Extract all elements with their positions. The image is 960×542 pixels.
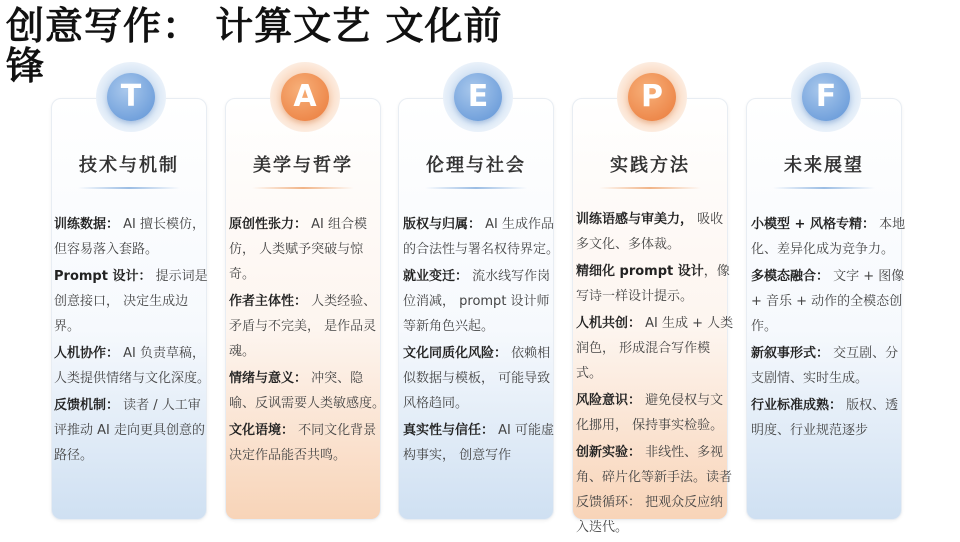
bullet-label: 多模态融合： [751, 269, 830, 284]
card-heading: 技术与机制 [79, 155, 179, 176]
bullet-label: 反馈机制： [54, 398, 120, 413]
bullet-label: 文化语境： [229, 423, 295, 438]
bullet-label: 文化同质化风险： [403, 346, 508, 361]
bullet-text: 不同文化背景决定作品能否共鸣。 [229, 423, 377, 463]
bullet-label: 原创性张力： [229, 217, 308, 232]
bullet-label: 作者主体性： [229, 294, 308, 309]
bullet-label: 情绪与意义： [229, 371, 308, 386]
badge-letter: T [107, 73, 155, 121]
letter-badge-p [617, 62, 687, 132]
bullet-text: AI 可能虚构事实， 创意写作 [403, 423, 555, 463]
bullet-text: 非线性、多视角、碎片化等新手法。读者反馈循环： 把观众反应纳入迭代。 [576, 445, 733, 535]
bullet-paragraph [54, 393, 212, 468]
letter-badge-a [270, 62, 340, 132]
bullet-paragraph [229, 366, 387, 416]
card-body-aesthetics [229, 212, 387, 470]
bullet-label: 风险意识： [576, 393, 642, 408]
divider [773, 187, 875, 189]
card-body-ethics [403, 212, 561, 470]
slide-title: 创意写作： 计算文艺 文化前锋 [6, 4, 503, 88]
badge-letter: F [802, 73, 850, 121]
card-heading: 实践方法 [610, 155, 690, 176]
bullet-label: Prompt 设计： [54, 269, 152, 284]
divider [252, 187, 354, 189]
card-heading: 伦理与社会 [426, 155, 526, 176]
card-heading: 美学与哲学 [253, 155, 353, 176]
bullet-label: 行业标准成熟： [751, 398, 843, 413]
bullet-label: 版权与归属： [403, 217, 482, 232]
bullet-text: AI 擅长模仿，但容易落入套路。 [54, 217, 206, 257]
bullet-label: 创新实验： [576, 445, 642, 460]
bullet-paragraph [751, 393, 909, 443]
bullet-text: 人类经验、矛盾与不完美， 是作品灵魂。 [229, 294, 377, 359]
bullet-text: AI 负责草稿，人类提供情绪与文化深度。 [54, 346, 211, 386]
divider [78, 187, 180, 189]
bullet-text: 避免侵权与文化挪用， 保持事实检验。 [576, 393, 724, 433]
bullet-paragraph [403, 212, 561, 262]
bullet-label: 就业变迁： [403, 269, 469, 284]
bullet-text: AI 生成作品的合法性与署名权待界定。 [403, 217, 560, 257]
bullet-text: 流水线写作岗位消减， prompt 设计师等新角色兴起。 [403, 269, 551, 334]
bullet-paragraph [576, 207, 734, 257]
bullet-text: 文字 + 图像 + 音乐 + 动作的全模态创作。 [751, 269, 905, 334]
bullet-paragraph [576, 388, 734, 438]
bullet-paragraph [403, 264, 561, 339]
bullet-text: ，像写诗一样设计提示。 [576, 264, 730, 304]
letter-badge-t [96, 62, 166, 132]
bullet-text: 读者 / 人工审评推动 AI 走向更具创意的路径。 [54, 398, 205, 463]
bullet-paragraph [403, 418, 561, 468]
card-body-future [751, 212, 909, 445]
bullet-text: 冲突、隐喻、反讽需要人类敏感度。 [229, 371, 386, 411]
bullet-label: 新叙事形式： [751, 346, 830, 361]
card-body-practice [576, 207, 734, 542]
bullet-label: 小模型 + 风格专精： [751, 217, 875, 232]
divider [599, 187, 701, 189]
bullet-label: 人机协作： [54, 346, 120, 361]
bullet-label: 人机共创： [576, 316, 642, 331]
bullet-label: 训练语感与审美力， [576, 212, 694, 227]
bullet-paragraph [751, 212, 909, 262]
bullet-paragraph [229, 289, 387, 364]
bullet-paragraph [751, 341, 909, 391]
letter-badge-e [443, 62, 513, 132]
bullet-paragraph [403, 341, 561, 416]
bullet-text: 本地化、差异化成为竞争力。 [751, 217, 906, 257]
bullet-text: AI 生成 + 人类润色， 形成混合写作模式。 [576, 316, 734, 381]
bullet-text: 吸收多文化、多体裁。 [576, 212, 724, 252]
badge-letter: A [281, 73, 329, 121]
badge-letter: E [454, 73, 502, 121]
bullet-paragraph [229, 418, 387, 468]
bullet-text: 版权、透明度、行业规范逐步 [751, 398, 899, 438]
bullet-paragraph [54, 264, 212, 339]
bullet-text: AI 组合模仿， 人类赋予突破与惊奇。 [229, 217, 368, 282]
bullet-paragraph [576, 259, 734, 309]
bullet-text: 提示词是创意接口， 决定生成边界。 [54, 269, 208, 334]
badge-letter: P [628, 73, 676, 121]
card-body-technology [54, 212, 212, 470]
bullet-paragraph [576, 440, 734, 540]
bullet-text: 交互剧、分支剧情、实时生成。 [751, 346, 899, 386]
letter-badge-f [791, 62, 861, 132]
bullet-paragraph [576, 311, 734, 386]
bullet-paragraph [54, 212, 212, 262]
bullet-paragraph [54, 341, 212, 391]
card-heading: 未来展望 [784, 155, 864, 176]
bullet-paragraph [229, 212, 387, 287]
bullet-label: 精细化 prompt 设计 [576, 264, 704, 279]
bullet-text: 依赖相似数据与模板， 可能导致风格趋同。 [403, 346, 551, 411]
bullet-paragraph [751, 264, 909, 339]
bullet-label: 真实性与信任： [403, 423, 495, 438]
divider [425, 187, 527, 189]
bullet-label: 训练数据： [54, 217, 120, 232]
